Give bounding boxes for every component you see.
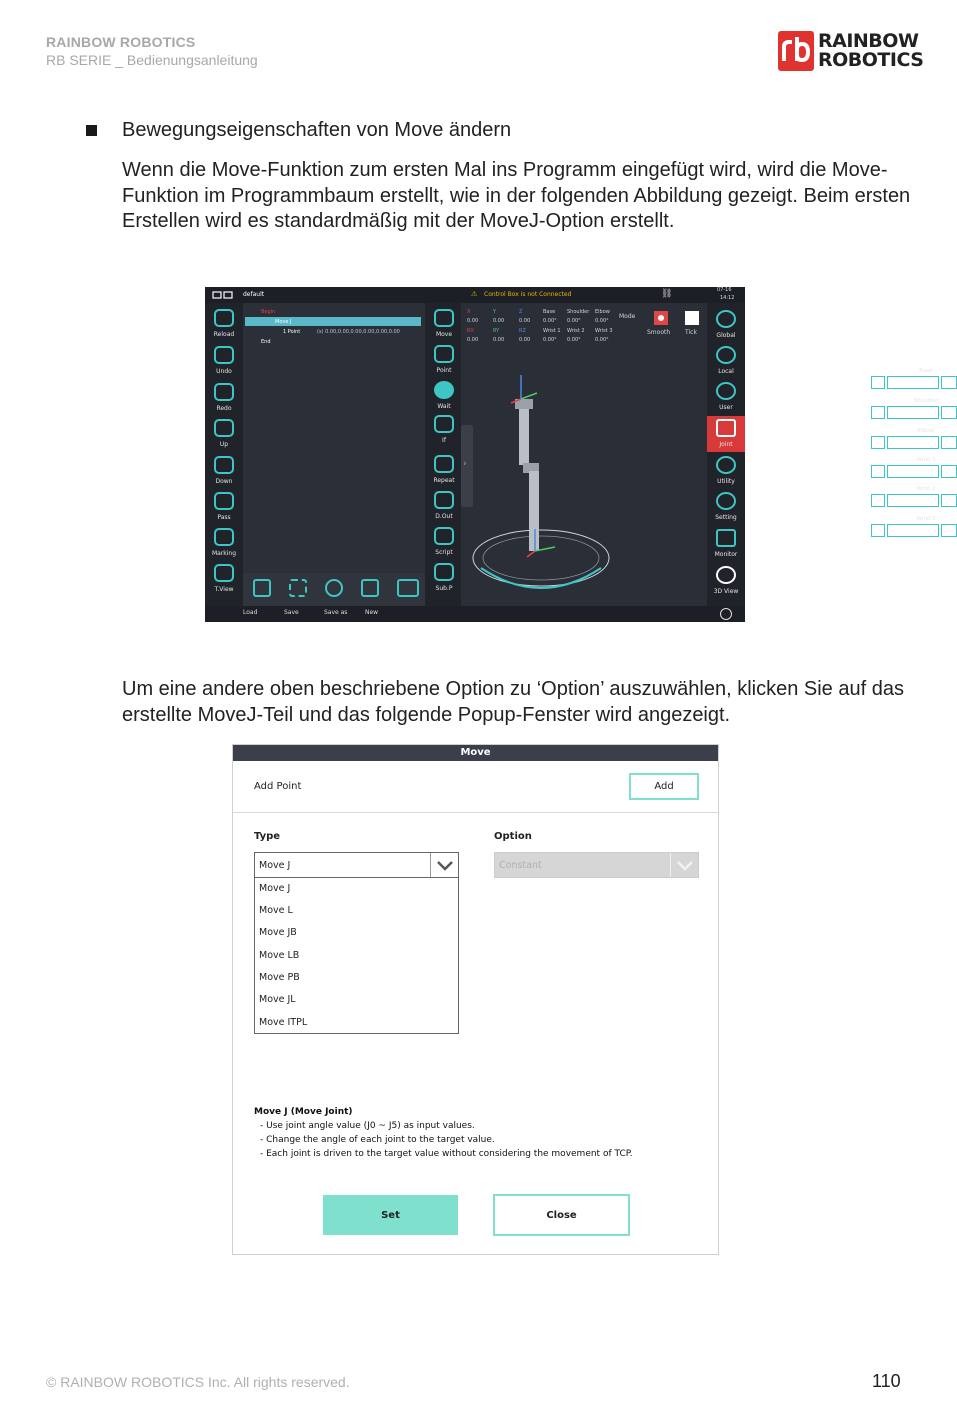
section-heading: Bewegungseigenschaften von Move ändern: [122, 119, 512, 141]
coord-head-x: X: [467, 309, 471, 315]
repeat-label: Repeat: [433, 477, 455, 484]
warning-icon: ⚠: [471, 290, 478, 298]
type-selected-value: Move J: [259, 860, 291, 871]
footer-copyright: © RAINBOW ROBOTICS Inc. All rights reserved.: [46, 1374, 350, 1390]
local-button[interactable]: [707, 343, 745, 379]
monitor-button[interactable]: [707, 526, 745, 562]
joint-row-base: [871, 368, 957, 389]
logo-text-line1: RAINBOW: [818, 30, 919, 52]
move-popup-screenshot: [232, 744, 719, 1255]
type-description: [254, 1105, 633, 1161]
joint-elbow-minus-button[interactable]: −: [941, 436, 957, 449]
tview-button[interactable]: [205, 562, 243, 598]
load-button[interactable]: Load: [243, 609, 258, 616]
coord-head-y: Y: [493, 309, 497, 315]
option-selected-value: Constant: [499, 860, 542, 871]
joint-elbow-label: Elbow: [917, 428, 935, 434]
joint-wrist1-label: Wrist 1: [916, 457, 936, 463]
type-option-move-l[interactable]: Move L: [259, 905, 293, 916]
type-label: Type: [254, 831, 281, 842]
document-icon: [214, 564, 234, 582]
option-select[interactable]: [494, 852, 699, 878]
tree-move-row[interactable]: [245, 317, 421, 326]
joint-wrist2-plus-button[interactable]: +: [871, 494, 885, 507]
coord-head-shoulder: Shoulder: [567, 309, 590, 315]
reload-button[interactable]: [205, 307, 243, 343]
if-label: If: [442, 437, 446, 444]
joint-elbow-plus-button[interactable]: +: [871, 436, 885, 449]
function-menu: [425, 303, 461, 606]
monitor-icon: [716, 529, 736, 547]
joint-elbow-value[interactable]: 0.00°: [887, 436, 939, 449]
user-button[interactable]: [707, 379, 745, 415]
redo-button[interactable]: [205, 381, 243, 417]
wait-label: Wait: [437, 403, 451, 410]
record-dot-icon: [658, 315, 664, 321]
joint-label: Joint: [719, 441, 733, 448]
undo-button[interactable]: [205, 344, 243, 380]
repeat-icon: [434, 455, 454, 473]
joint-row-elbow: [871, 428, 957, 449]
joint-wrist1-plus-button[interactable]: +: [871, 465, 885, 478]
move-label: Move: [435, 331, 453, 338]
coord-val-wrist3: 0.00°: [595, 337, 609, 343]
move-function-button[interactable]: [425, 307, 463, 343]
point-label: Point: [436, 367, 452, 374]
tree-point-label[interactable]: 1 Point: [283, 329, 301, 335]
joint-wrist2-value[interactable]: 0.00°: [887, 494, 939, 507]
coord-val-rx: 0.00: [467, 337, 479, 343]
joint-row-shoulder: [871, 398, 957, 419]
paragraph-2: Um eine andere oben beschriebene Option zu ‘Option’ auszuwählen, klicken Sie auf das erstellte MoveJ-Teil und das folgende Popup-Fenster wird angezeigt.: [122, 678, 904, 726]
joint-row-wrist2: [871, 486, 957, 507]
utility-icon: [716, 456, 736, 474]
logo-text-line2: ROBOTICS: [818, 49, 924, 71]
coord-val-base: 0.00°: [543, 318, 557, 324]
joint-shoulder-label: Shoulder: [913, 398, 939, 404]
redo-label: Redo: [216, 405, 232, 412]
down-arrow-icon: [214, 456, 234, 474]
popup-title: Move: [233, 745, 718, 761]
user-label: User: [719, 404, 733, 411]
joint-wrist3-plus-button[interactable]: +: [871, 524, 885, 537]
undo-label: Undo: [216, 368, 232, 375]
tree-point-value: (s) 0.00,0.00,0.00,0.00,0.00,0.00: [317, 329, 400, 335]
header-brand: RAINBOW ROBOTICS: [46, 34, 196, 50]
joint-shoulder-value[interactable]: 0.00°: [887, 406, 939, 419]
joint-wrist1-minus-button[interactable]: −: [941, 465, 957, 478]
subp-function-button[interactable]: [425, 561, 463, 597]
coord-head-wrist3: Wrist 3: [595, 328, 613, 334]
add-point-label: Add Point: [254, 781, 302, 792]
tree-move-label[interactable]: Move J: [275, 319, 292, 325]
global-label: Global: [716, 332, 736, 339]
type-option-move-j[interactable]: Move J: [259, 883, 291, 894]
page-number: 110: [872, 1371, 901, 1391]
joint-wrist3-value[interactable]: 0.00°: [887, 524, 939, 537]
up-label: Up: [219, 441, 229, 448]
if-icon: [434, 415, 454, 433]
point-arrow-icon: [434, 345, 454, 363]
up-arrow-icon: [214, 419, 234, 437]
network-icon: ⛓: [661, 289, 673, 299]
marking-button[interactable]: [205, 526, 243, 562]
subprogram-icon: [434, 563, 454, 581]
joint-wrist3-minus-button[interactable]: −: [941, 524, 957, 537]
coord-head-elbow: Elbow: [595, 309, 610, 315]
company-logo: [778, 30, 923, 72]
joint-base-label: Base: [919, 368, 933, 374]
cut-icon[interactable]: [325, 579, 343, 597]
coord-val-elbow: 0.00°: [595, 318, 609, 324]
marking-label: Marking: [211, 550, 237, 557]
tview-label: T.View: [214, 586, 234, 593]
pass-label: Pass: [217, 514, 231, 521]
joint-base-value[interactable]: 0.00°: [887, 376, 939, 389]
date: 07-16: [717, 287, 732, 293]
top-bar: [205, 287, 745, 303]
coord-head-wrist1: Wrist 1: [543, 328, 561, 334]
joint-shoulder-minus-button[interactable]: −: [941, 406, 957, 419]
tick-label: Tick: [685, 329, 697, 336]
chevron-down-icon: [671, 853, 699, 877]
coord-val-ry: 0.00: [493, 337, 505, 343]
reload-label: Reload: [213, 331, 235, 338]
local-frame-icon: [716, 346, 736, 364]
right-menu: [707, 303, 745, 606]
wait-pie-icon: [434, 381, 454, 399]
wait-function-button[interactable]: [425, 379, 463, 415]
coord-val-z: 0.00: [519, 318, 531, 324]
type-option-move-pb[interactable]: Move PB: [259, 972, 300, 983]
joint-wrist2-label: Wrist 2: [916, 486, 936, 492]
paragraph-1: Wenn die Move-Funktion zum ersten Mal ins Programm eingefügt wird, wird die Move-Funktion im Programmbaum erstellt, wie in der folgenden Abbildung gezeigt. Beim ersten Erstellen wird es standardmäßig mit der MoveJ-Option erstellt.: [122, 159, 911, 232]
reload-icon: [214, 309, 234, 327]
description-title: Move J (Move Joint): [254, 1107, 353, 1117]
smooth-mode-button[interactable]: [654, 311, 668, 325]
robot-arm-drawing: [471, 363, 621, 603]
joint-row-wrist1: [871, 457, 957, 478]
delete-icon[interactable]: [361, 579, 379, 597]
program-tree: [243, 303, 425, 573]
coord-head-wrist2: Wrist 2: [567, 328, 585, 334]
setting-label: Setting: [715, 514, 737, 521]
script-icon: [434, 527, 454, 545]
joint-wrist1-value[interactable]: 0.00°: [887, 465, 939, 478]
global-button[interactable]: [707, 307, 745, 343]
joint-wrist3-label: Wrist 3: [916, 516, 936, 522]
script-label: Script: [435, 549, 453, 556]
chevron-down-icon: [431, 853, 459, 877]
joint-wrist2-minus-button[interactable]: −: [941, 494, 957, 507]
coord-head-z: Z: [519, 309, 523, 315]
coord-head-base: Base: [543, 309, 556, 315]
subp-label: Sub.P: [435, 585, 453, 592]
coord-val-wrist1: 0.00°: [543, 337, 557, 343]
coord-val-shoulder: 0.00°: [567, 318, 581, 324]
mode-label: Mode: [619, 313, 636, 320]
type-option-move-itpl[interactable]: Move ITPL: [259, 1017, 308, 1028]
pen-icon: [214, 528, 234, 546]
time: 14:12: [720, 295, 735, 301]
save-button[interactable]: Save: [284, 609, 299, 616]
coord-val-y: 0.00: [493, 318, 505, 324]
save-as-button[interactable]: Save as: [324, 609, 348, 616]
if-function-button[interactable]: [425, 413, 463, 449]
undo-icon: [214, 346, 234, 364]
dout-function-button[interactable]: [425, 489, 463, 525]
point-function-button[interactable]: [425, 343, 463, 379]
user-frame-icon: [716, 382, 736, 400]
3d-view-icon: [716, 566, 736, 584]
down-label: Down: [215, 478, 233, 485]
power-icon[interactable]: [720, 608, 732, 620]
coord-val-x: 0.00: [467, 318, 479, 324]
signal-icon: [434, 491, 454, 509]
utility-label: Utility: [717, 478, 735, 485]
coord-val-wrist2: 0.00°: [567, 337, 581, 343]
close-button[interactable]: Close: [493, 1194, 630, 1236]
3d-view-button[interactable]: [707, 563, 745, 599]
new-button[interactable]: New: [365, 609, 379, 616]
expand-icon[interactable]: [397, 579, 419, 597]
script-function-button[interactable]: [425, 525, 463, 561]
copy-icon[interactable]: [289, 579, 307, 597]
tree-begin: Begin: [261, 309, 276, 315]
move-arrow-icon: [434, 309, 454, 327]
joint-row-wrist3: [871, 516, 957, 537]
rb-logo-icon: [213, 291, 233, 299]
warning-text: Control Box is not Connected: [484, 291, 572, 298]
3d-view-label: 3D View: [713, 588, 739, 595]
monitor-label: Monitor: [714, 551, 738, 558]
bottom-bar: [205, 606, 745, 622]
option-label: Option: [494, 831, 532, 842]
copy-add-icon[interactable]: [253, 579, 271, 597]
tick-mode-button[interactable]: [685, 311, 699, 325]
joint-button[interactable]: [707, 416, 745, 452]
local-label: Local: [718, 368, 734, 375]
pass-button[interactable]: [205, 490, 243, 526]
bullet-square-icon: [86, 125, 97, 136]
joint-shoulder-plus-button[interactable]: +: [871, 406, 885, 419]
type-options-list: [254, 878, 459, 1034]
description-line-3: - Each joint is driven to the target value without considering the movement of TCP.: [260, 1149, 633, 1159]
coord-head-ry: RY: [493, 328, 500, 334]
program-name: default: [243, 291, 265, 298]
setting-button[interactable]: [707, 489, 745, 525]
gear-icon: [716, 492, 736, 510]
coord-head-rx: RX: [467, 328, 474, 334]
repeat-function-button[interactable]: [425, 453, 463, 489]
tree-end: End: [261, 339, 271, 345]
dout-label: D.Out: [435, 513, 453, 520]
type-option-move-lb[interactable]: Move LB: [259, 950, 300, 961]
joint-base-plus-button[interactable]: +: [871, 376, 885, 389]
pass-icon: [214, 492, 234, 510]
set-button[interactable]: Set: [323, 1195, 458, 1235]
redo-icon: [214, 383, 234, 401]
joint-base-minus-button[interactable]: −: [941, 376, 957, 389]
header-subtitle: RB SERIE _ Bedienungsanleitung: [46, 52, 258, 68]
logo-mark-icon: [778, 31, 814, 71]
chevron-right-icon: ›: [463, 459, 467, 469]
utility-button[interactable]: [707, 453, 745, 489]
add-button[interactable]: Add: [629, 773, 699, 800]
left-menu: [205, 303, 243, 606]
smooth-label: Smooth: [647, 329, 671, 336]
description-line-1: - Use joint angle value (J0 ~ J5) as input values.: [260, 1121, 475, 1131]
coord-head-rz: RZ: [519, 328, 526, 334]
type-option-move-jl[interactable]: Move JL: [259, 994, 296, 1005]
description-line-2: - Change the angle of each joint to the target value.: [260, 1135, 495, 1145]
type-dropdown-toggle[interactable]: [430, 853, 458, 877]
type-option-move-jb[interactable]: Move JB: [259, 927, 297, 938]
coord-val-rz: 0.00: [519, 337, 531, 343]
globe-icon: [716, 310, 736, 328]
down-button[interactable]: [205, 454, 243, 490]
program-editor-screenshot: [205, 287, 954, 622]
tree-toolbar: [243, 573, 425, 606]
divider: [233, 812, 718, 813]
option-dropdown-toggle[interactable]: [670, 853, 698, 877]
joint-icon: [716, 419, 736, 437]
type-select[interactable]: [254, 852, 459, 878]
up-button[interactable]: [205, 417, 243, 453]
